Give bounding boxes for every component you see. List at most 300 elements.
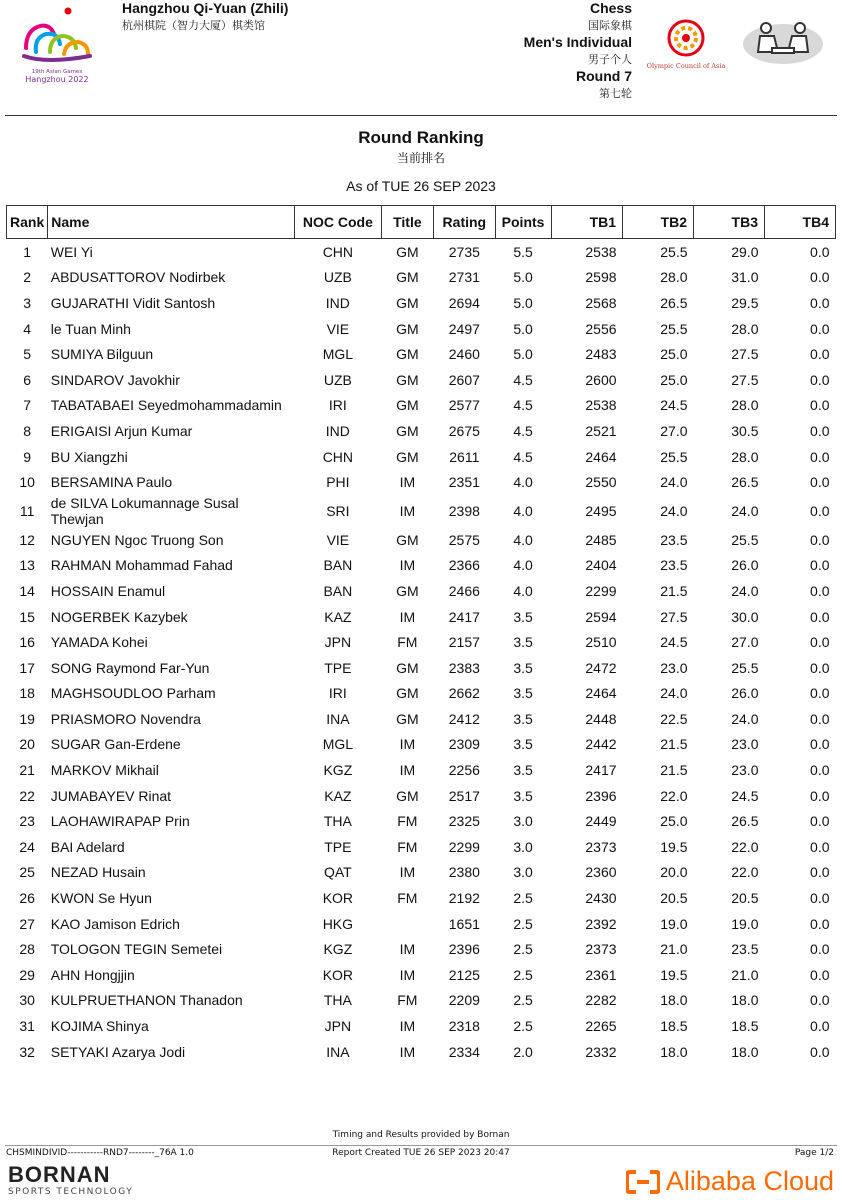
cell-rating: 2309 xyxy=(448,736,480,753)
col-noc: NOC Code xyxy=(295,206,382,239)
document-code: CHSMINDIVID-----------RND7--------_76A 1.0 xyxy=(6,1148,194,1158)
col-tb1: TB1 xyxy=(551,206,622,239)
cell-tb2: 28.0 xyxy=(660,269,688,286)
cell-name: SUMIYA Bilguun xyxy=(50,346,154,363)
cell-rank: 9 xyxy=(23,448,32,465)
cell-title: IM xyxy=(399,474,416,491)
cell-points: 4.5 xyxy=(513,397,533,414)
table-row xyxy=(7,316,836,342)
table-row xyxy=(7,1039,836,1065)
cell-noc: IND xyxy=(325,294,350,311)
cell-tb1: 2332 xyxy=(585,1043,617,1060)
table-row xyxy=(7,495,836,527)
cell-points: 3.0 xyxy=(513,838,533,855)
cell-tb1: 2373 xyxy=(585,941,617,958)
cell-name: RAHMAN Mohammad Fahad xyxy=(50,557,233,574)
cell-noc: BAN xyxy=(323,582,353,599)
cell-tb4: 0.0 xyxy=(810,915,830,932)
cell-tb2: 18.0 xyxy=(660,992,688,1009)
cell-noc: KGZ xyxy=(323,941,353,958)
col-tb2: TB2 xyxy=(623,206,694,239)
cell-points: 3.5 xyxy=(513,787,533,804)
cell-name: BAI Adelard xyxy=(50,838,125,855)
cell-points: 3.5 xyxy=(513,685,533,702)
cell-title: GM xyxy=(396,787,419,804)
cell-tb2: 23.5 xyxy=(660,531,688,548)
cell-rank: 11 xyxy=(19,502,35,519)
cell-rating: 2192 xyxy=(448,890,480,907)
cell-rank: 30 xyxy=(19,992,35,1009)
cell-rating: 2366 xyxy=(448,557,480,574)
table-row xyxy=(7,527,836,553)
cell-tb1: 2448 xyxy=(585,710,617,727)
cell-tb2: 22.0 xyxy=(660,787,688,804)
cell-name: ERIGAISI Arjun Kumar xyxy=(50,422,193,439)
cell-title: GM xyxy=(396,448,419,465)
cell-rank: 14 xyxy=(19,582,35,599)
cell-rating: 2611 xyxy=(449,448,480,465)
cell-rank: 23 xyxy=(19,813,35,830)
cell-rating: 2396 xyxy=(448,941,480,958)
cell-title: FM xyxy=(397,890,418,907)
cell-noc: KOR xyxy=(322,890,354,907)
cell-points: 2.5 xyxy=(513,941,533,958)
cell-title: IM xyxy=(399,966,416,983)
provided-by: Timing and Results provided by Bornan xyxy=(332,1130,510,1140)
cell-noc: THA xyxy=(323,813,352,830)
cell-rating: 2731 xyxy=(448,269,480,286)
as-of-date: As of TUE 26 SEP 2023 xyxy=(346,178,496,194)
cell-tb4: 0.0 xyxy=(810,557,830,574)
cell-noc: THA xyxy=(323,992,352,1009)
table-row xyxy=(7,757,836,783)
table-row xyxy=(7,936,836,962)
cell-tb2: 23.0 xyxy=(660,659,688,676)
sport-en: Chess xyxy=(589,0,632,16)
table-row xyxy=(7,469,836,495)
cell-noc: CHN xyxy=(322,448,354,465)
cell-noc: SRI xyxy=(326,502,350,519)
cell-tb4: 0.0 xyxy=(810,787,830,804)
cell-rank: 18 xyxy=(19,685,35,702)
cell-rating: 1651 xyxy=(448,915,480,932)
cell-points: 2.5 xyxy=(513,890,533,907)
cell-name: de SILVA Lokumannage Susal Thewjan xyxy=(50,494,239,527)
cell-points: 3.5 xyxy=(513,608,533,625)
cell-name: BERSAMINA Paulo xyxy=(50,474,173,491)
cell-title: IM xyxy=(399,864,416,881)
page-number: Page 1/2 xyxy=(794,1148,834,1158)
cell-points: 4.5 xyxy=(513,422,533,439)
cell-tb4: 0.0 xyxy=(810,1018,830,1035)
cell-tb2: 20.5 xyxy=(660,890,688,907)
cell-tb4: 0.0 xyxy=(810,941,830,958)
table-row xyxy=(7,1013,836,1039)
table-row xyxy=(7,732,836,758)
cell-tb3: 24.0 xyxy=(731,502,759,519)
cell-tb3: 26.5 xyxy=(731,474,759,491)
sport-zh: 国际象棋 xyxy=(588,19,632,32)
cell-tb1: 2550 xyxy=(585,474,617,491)
bornan-logo xyxy=(8,1164,133,1198)
cell-noc: KOR xyxy=(322,966,354,983)
cell-tb4: 0.0 xyxy=(810,397,830,414)
cell-name: YAMADA Kohei xyxy=(50,634,148,651)
cell-rating: 2417 xyxy=(448,608,480,625)
cell-title: GM xyxy=(396,397,419,414)
table-row xyxy=(7,265,836,291)
cell-noc: MGL xyxy=(322,736,354,753)
cell-points: 3.5 xyxy=(513,736,533,753)
cell-rank: 10 xyxy=(19,474,35,491)
alibaba-cloud-icon xyxy=(626,1169,660,1195)
table-row xyxy=(7,367,836,393)
cell-name: KOJIMA Shinya xyxy=(50,1018,149,1035)
cell-tb3: 27.5 xyxy=(731,346,759,363)
cell-tb4: 0.0 xyxy=(810,608,830,625)
cell-noc: KAZ xyxy=(324,787,352,804)
cell-title: GM xyxy=(396,710,419,727)
cell-tb2: 21.0 xyxy=(660,941,688,958)
cell-points: 4.5 xyxy=(513,371,533,388)
cell-rating: 2497 xyxy=(448,320,480,337)
cell-tb1: 2568 xyxy=(585,294,617,311)
cell-rank: 31 xyxy=(19,1018,35,1035)
cell-tb1: 2556 xyxy=(585,320,617,337)
cell-rank: 12 xyxy=(19,531,35,548)
cell-points: 5.0 xyxy=(513,320,533,337)
cell-rank: 13 xyxy=(19,557,35,574)
table-row xyxy=(7,988,836,1014)
cell-tb2: 26.5 xyxy=(660,294,688,311)
cell-name: PRIASMORO Novendra xyxy=(50,710,201,727)
cell-points: 5.0 xyxy=(513,269,533,286)
cell-tb4: 0.0 xyxy=(810,320,830,337)
cell-points: 3.5 xyxy=(513,634,533,651)
cell-rank: 4 xyxy=(23,320,32,337)
cell-rating: 2334 xyxy=(448,1043,480,1060)
cell-points: 5.0 xyxy=(513,346,533,363)
cell-title: IM xyxy=(399,608,416,625)
cell-tb2: 19.0 xyxy=(660,915,688,932)
cell-rating: 2383 xyxy=(448,659,480,676)
cell-title: GM xyxy=(396,269,419,286)
cell-tb3: 25.5 xyxy=(731,531,759,548)
cell-points: 2.5 xyxy=(513,915,533,932)
cell-rank: 22 xyxy=(19,787,35,804)
cell-name: TABATABAEI Seyedmohammadamin xyxy=(50,397,282,414)
cell-title: FM xyxy=(397,992,418,1009)
cell-tb1: 2495 xyxy=(585,502,617,519)
cell-rank: 2 xyxy=(23,269,32,286)
cell-name: SETYAKI Azarya Jodi xyxy=(50,1043,186,1060)
games-logo-text: 19th Asian Games xyxy=(31,69,83,75)
cell-tb1: 2594 xyxy=(585,608,617,625)
cell-rating: 2398 xyxy=(448,502,480,519)
alibaba-cloud-text: Alibaba Cloud xyxy=(665,1166,834,1196)
cell-tb1: 2373 xyxy=(585,838,617,855)
cell-tb1: 2360 xyxy=(585,864,617,881)
cell-noc: IRI xyxy=(328,685,347,702)
cell-rating: 2209 xyxy=(448,992,480,1009)
table-row xyxy=(7,911,836,937)
cell-points: 4.0 xyxy=(513,557,533,574)
cell-name: SONG Raymond Far-Yun xyxy=(50,659,210,676)
cell-tb4: 0.0 xyxy=(810,294,830,311)
cell-noc: UZB xyxy=(323,371,352,388)
cell-rank: 32 xyxy=(19,1043,35,1060)
oca-logo-text: Olympic Council of Asia xyxy=(646,62,726,70)
cell-rating: 2466 xyxy=(448,582,480,599)
table-row xyxy=(7,783,836,809)
chess-pictogram xyxy=(740,18,826,66)
cell-rank: 6 xyxy=(23,371,32,388)
cell-rating: 2575 xyxy=(448,531,480,548)
cell-noc: QAT xyxy=(323,864,352,881)
cell-noc: JPN xyxy=(324,634,352,651)
cell-points: 2.0 xyxy=(513,1043,533,1060)
cell-tb2: 25.0 xyxy=(660,346,688,363)
cell-tb1: 2472 xyxy=(585,659,617,676)
cell-tb2: 21.5 xyxy=(660,762,688,779)
cell-tb2: 27.0 xyxy=(660,422,688,439)
cell-title: IM xyxy=(399,1043,416,1060)
cell-title: FM xyxy=(397,813,418,830)
report-created: Report Created TUE 26 SEP 2023 20:47 xyxy=(332,1148,510,1158)
cell-rank: 7 xyxy=(23,397,32,414)
table-row xyxy=(7,860,836,886)
venue-name-en: Hangzhou Qi-Yuan (Zhili) xyxy=(122,0,289,16)
cell-tb2: 21.5 xyxy=(660,582,688,599)
cell-tb3: 29.5 xyxy=(731,294,759,311)
cell-name: SINDAROV Javokhir xyxy=(50,371,180,388)
cell-rank: 15 xyxy=(19,608,35,625)
cell-noc: BAN xyxy=(323,557,353,574)
event-zh: 男子个人 xyxy=(588,53,632,66)
cell-tb1: 2361 xyxy=(585,966,617,983)
cell-tb3: 19.0 xyxy=(731,915,759,932)
cell-tb4: 0.0 xyxy=(810,966,830,983)
cell-name: NOGERBEK Kazybek xyxy=(50,608,188,625)
cell-tb1: 2449 xyxy=(585,813,617,830)
cell-name: KWON Se Hyun xyxy=(50,890,152,907)
table-body xyxy=(7,239,836,1065)
cell-rating: 2662 xyxy=(448,685,480,702)
table-row xyxy=(7,706,836,732)
cell-tb1: 2464 xyxy=(585,448,617,465)
cell-noc: CHN xyxy=(322,243,354,260)
cell-title: GM xyxy=(396,422,419,439)
report-title-block xyxy=(0,128,842,166)
cell-tb3: 21.0 xyxy=(731,966,759,983)
cell-tb4: 0.0 xyxy=(810,371,830,388)
cell-title: GM xyxy=(396,294,419,311)
cell-rating: 2675 xyxy=(448,422,480,439)
cell-tb4: 0.0 xyxy=(810,1043,830,1060)
cell-tb4: 0.0 xyxy=(810,736,830,753)
cell-tb1: 2299 xyxy=(585,582,617,599)
cell-tb4: 0.0 xyxy=(810,422,830,439)
cell-tb1: 2417 xyxy=(585,762,617,779)
cell-tb2: 23.5 xyxy=(660,557,688,574)
cell-points: 3.0 xyxy=(513,813,533,830)
cell-tb3: 28.0 xyxy=(731,320,759,337)
cell-title: IM xyxy=(399,941,416,958)
cell-tb4: 0.0 xyxy=(810,659,830,676)
cell-tb3: 18.5 xyxy=(731,1018,759,1035)
cell-title: FM xyxy=(397,634,418,651)
cell-tb2: 25.5 xyxy=(660,243,688,260)
cell-rank: 25 xyxy=(19,864,35,881)
cell-points: 5.5 xyxy=(513,243,533,260)
event-en: Men's Individual xyxy=(523,34,632,50)
cell-tb4: 0.0 xyxy=(810,762,830,779)
table-row xyxy=(7,393,836,419)
cell-tb1: 2538 xyxy=(585,397,617,414)
oca-logo xyxy=(640,16,732,72)
cell-tb3: 29.0 xyxy=(731,243,759,260)
cell-title xyxy=(381,911,434,937)
cell-name: NGUYEN Ngoc Truong Son xyxy=(50,531,224,548)
cell-tb3: 22.0 xyxy=(731,838,759,855)
cell-tb3: 23.0 xyxy=(731,736,759,753)
venue-name-zh: 杭州棋院（智力大厦）棋类馆 xyxy=(122,19,265,32)
cell-points: 2.5 xyxy=(513,1018,533,1035)
cell-rating: 2299 xyxy=(448,838,480,855)
table-row xyxy=(7,629,836,655)
cell-name: le Tuan Minh xyxy=(50,320,131,337)
cell-name: BU Xiangzhi xyxy=(50,448,128,465)
cell-noc: INA xyxy=(326,710,350,727)
cell-rank: 16 xyxy=(19,634,35,651)
cell-rank: 8 xyxy=(23,422,32,439)
cell-tb3: 23.5 xyxy=(731,941,759,958)
cell-tb1: 2396 xyxy=(585,787,617,804)
table-row xyxy=(7,834,836,860)
round-en: Round 7 xyxy=(576,68,632,84)
cell-name: SUGAR Gan-Erdene xyxy=(50,736,181,753)
cell-tb3: 26.0 xyxy=(731,685,759,702)
cell-noc: UZB xyxy=(323,269,352,286)
cell-tb1: 2510 xyxy=(585,634,617,651)
hangzhou-2022-logo xyxy=(16,4,98,84)
cell-title: GM xyxy=(396,531,419,548)
cell-tb4: 0.0 xyxy=(810,838,830,855)
cell-tb3: 27.5 xyxy=(731,371,759,388)
cell-rating: 2694 xyxy=(448,294,480,311)
cell-name: KAO Jamison Edrich xyxy=(50,915,180,932)
table-row xyxy=(7,290,836,316)
cell-title: GM xyxy=(396,243,419,260)
cell-noc: PHI xyxy=(326,474,350,491)
cell-tb2: 25.0 xyxy=(660,813,688,830)
cell-tb4: 0.0 xyxy=(810,890,830,907)
cell-rating: 2256 xyxy=(448,762,480,779)
cell-tb1: 2521 xyxy=(585,422,617,439)
cell-tb4: 0.0 xyxy=(810,813,830,830)
cell-title: GM xyxy=(396,346,419,363)
event-block xyxy=(412,0,632,102)
cell-rating: 2351 xyxy=(448,474,480,491)
cell-title: FM xyxy=(397,838,418,855)
cell-name: HOSSAIN Enamul xyxy=(50,582,166,599)
cell-name: NEZAD Husain xyxy=(50,864,146,881)
cell-points: 4.0 xyxy=(513,531,533,548)
cell-rating: 2318 xyxy=(448,1018,480,1035)
cell-tb3: 27.0 xyxy=(731,634,759,651)
cell-name: WEI Yi xyxy=(50,243,93,260)
footer-rule xyxy=(5,1145,837,1146)
cell-tb1: 2464 xyxy=(585,685,617,702)
table-row xyxy=(7,808,836,834)
col-title: Title xyxy=(381,206,434,239)
ranking-table xyxy=(6,205,836,1064)
cell-noc: MGL xyxy=(322,346,354,363)
cell-tb1: 2404 xyxy=(585,557,617,574)
cell-tb2: 21.5 xyxy=(660,736,688,753)
cell-tb2: 24.0 xyxy=(660,474,688,491)
cell-noc: IND xyxy=(325,422,350,439)
cell-title: GM xyxy=(396,320,419,337)
cell-rating: 2380 xyxy=(448,864,480,881)
cell-tb2: 20.0 xyxy=(660,864,688,881)
bornan-name: BORNAN xyxy=(8,1162,111,1187)
cell-tb3: 31.0 xyxy=(731,269,759,286)
cell-tb2: 18.5 xyxy=(660,1018,688,1035)
cell-tb4: 0.0 xyxy=(810,992,830,1009)
cell-tb4: 0.0 xyxy=(810,243,830,260)
cell-title: IM xyxy=(399,502,416,519)
cell-noc: HKG xyxy=(322,915,354,932)
cell-tb4: 0.0 xyxy=(810,582,830,599)
table-row xyxy=(7,604,836,630)
cell-noc: VIE xyxy=(326,320,350,337)
table-row xyxy=(7,553,836,579)
cell-tb2: 18.0 xyxy=(660,1043,688,1060)
cell-tb3: 18.0 xyxy=(731,1043,759,1060)
cell-tb3: 26.0 xyxy=(731,557,759,574)
cell-tb1: 2485 xyxy=(585,531,617,548)
col-points: Points xyxy=(495,206,551,239)
cell-points: 2.5 xyxy=(513,992,533,1009)
cell-rank: 24 xyxy=(19,838,35,855)
cell-name: AHN Hongjjin xyxy=(50,966,135,983)
table-row xyxy=(7,578,836,604)
cell-name: GUJARATHI Vidit Santosh xyxy=(50,294,216,311)
col-rank: Rank xyxy=(7,206,48,239)
cell-tb3: 26.5 xyxy=(731,813,759,830)
cell-tb3: 28.0 xyxy=(731,397,759,414)
cell-tb4: 0.0 xyxy=(810,864,830,881)
cell-tb1: 2600 xyxy=(585,371,617,388)
cell-tb1: 2442 xyxy=(585,736,617,753)
cell-tb4: 0.0 xyxy=(810,531,830,548)
table-header-row xyxy=(7,206,836,239)
cell-name: LAOHAWIRAPAP Prin xyxy=(50,813,190,830)
cell-tb2: 25.5 xyxy=(660,448,688,465)
report-title: Round Ranking xyxy=(358,128,484,147)
cell-noc: KAZ xyxy=(324,608,352,625)
cell-rank: 21 xyxy=(19,762,35,779)
cell-name: MARKOV Mikhail xyxy=(50,762,159,779)
cell-tb3: 24.5 xyxy=(731,787,759,804)
cell-title: GM xyxy=(396,371,419,388)
cell-title: GM xyxy=(396,582,419,599)
table-row xyxy=(7,962,836,988)
col-tb4: TB4 xyxy=(764,206,835,239)
cell-noc: VIE xyxy=(326,531,350,548)
cell-tb3: 20.5 xyxy=(731,890,759,907)
